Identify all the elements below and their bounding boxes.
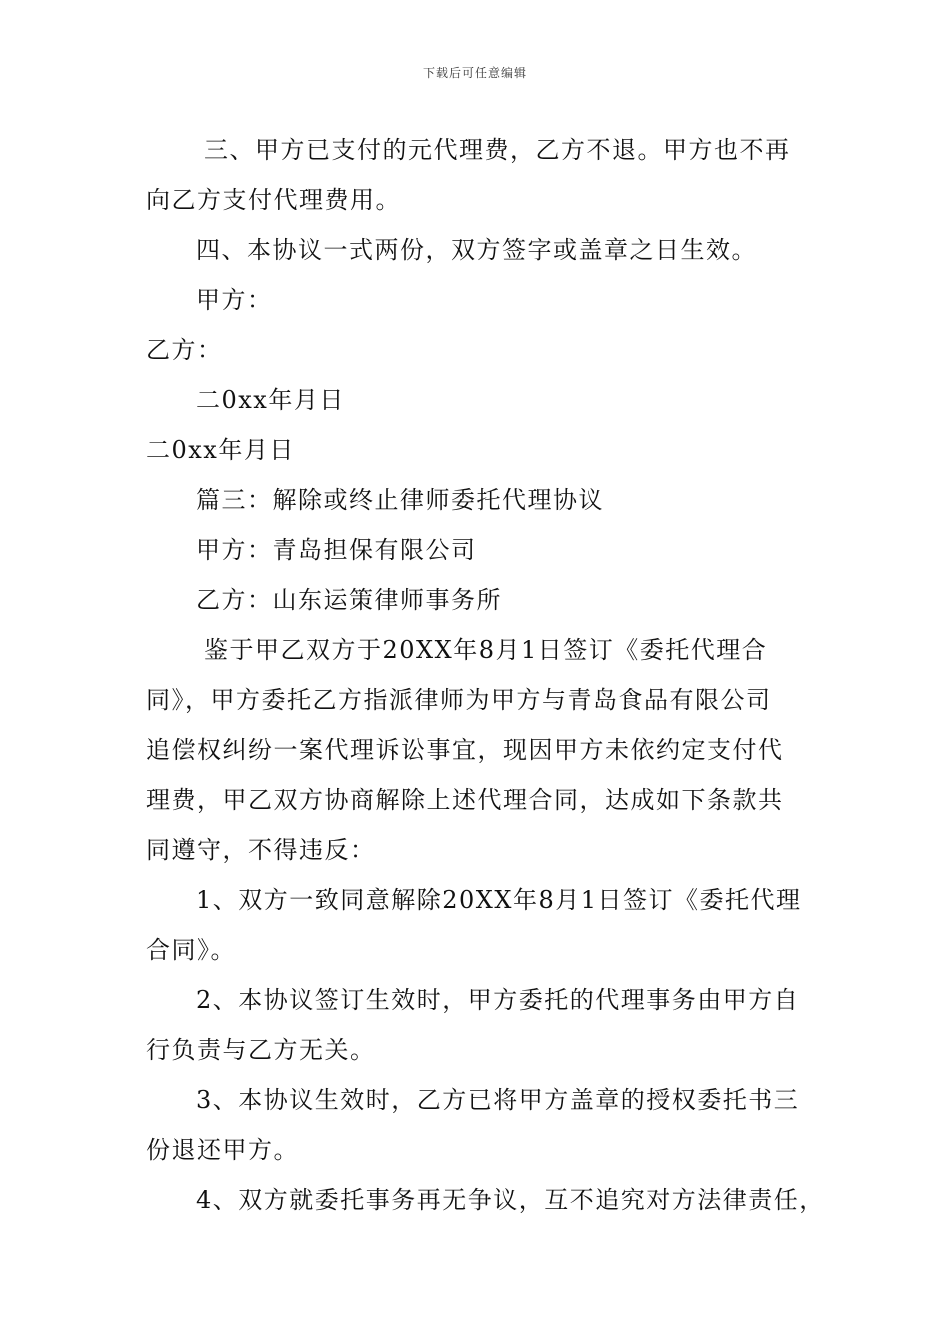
paragraph-line: 向乙方支付代理费用。 (146, 186, 401, 214)
party-b-line: 乙方：山东运策律师事务所 (196, 586, 502, 614)
clause-line: 行负责与乙方无关。 (146, 1036, 376, 1064)
clause-line: 3、本协议生效时，乙方已将甲方盖章的授权委托书三 (196, 1086, 800, 1114)
paragraph-line: 三、甲方已支付的元代理费，乙方不退。甲方也不再 (204, 136, 791, 164)
paragraph-line: 四、本协议一式两份，双方签字或盖章之日生效。 (196, 236, 757, 264)
clause-line: 1、双方一致同意解除20XX年8月1日签订《委托代理 (196, 886, 802, 914)
paragraph-line: 同遵守，不得违反： (146, 836, 376, 864)
document-body (146, 125, 825, 1225)
page-header: 下载后可任意编辑 (422, 66, 527, 80)
date-line: 二0xx年月日 (146, 436, 295, 464)
paragraph-line: 理费，甲乙双方协商解除上述代理合同，达成如下条款共 (146, 786, 784, 814)
party-b-label: 乙方： (146, 336, 223, 364)
section-title: 篇三：解除或终止律师委托代理协议 (196, 486, 604, 514)
party-a-label: 甲方： (196, 286, 273, 314)
clause-line: 4、双方就委托事务再无争议，互不追究对方法律责任， (196, 1186, 825, 1214)
clause-line: 2、本协议签订生效时，甲方委托的代理事务由甲方自 (196, 986, 800, 1014)
party-a-line: 甲方：青岛担保有限公司 (196, 536, 477, 564)
date-line: 二0xx年月日 (196, 386, 345, 414)
clause-line: 合同》。 (146, 936, 236, 964)
paragraph-line: 追偿权纠纷一案代理诉讼事宜，现因甲方未依约定支付代 (146, 736, 784, 764)
paragraph-line: 同》，甲方委托乙方指派律师为甲方与青岛食品有限公司 (146, 686, 772, 714)
paragraph-line: 鉴于甲乙双方于20XX年8月1日签订《委托代理合 (204, 636, 768, 664)
clause-line: 份退还甲方。 (146, 1136, 299, 1164)
